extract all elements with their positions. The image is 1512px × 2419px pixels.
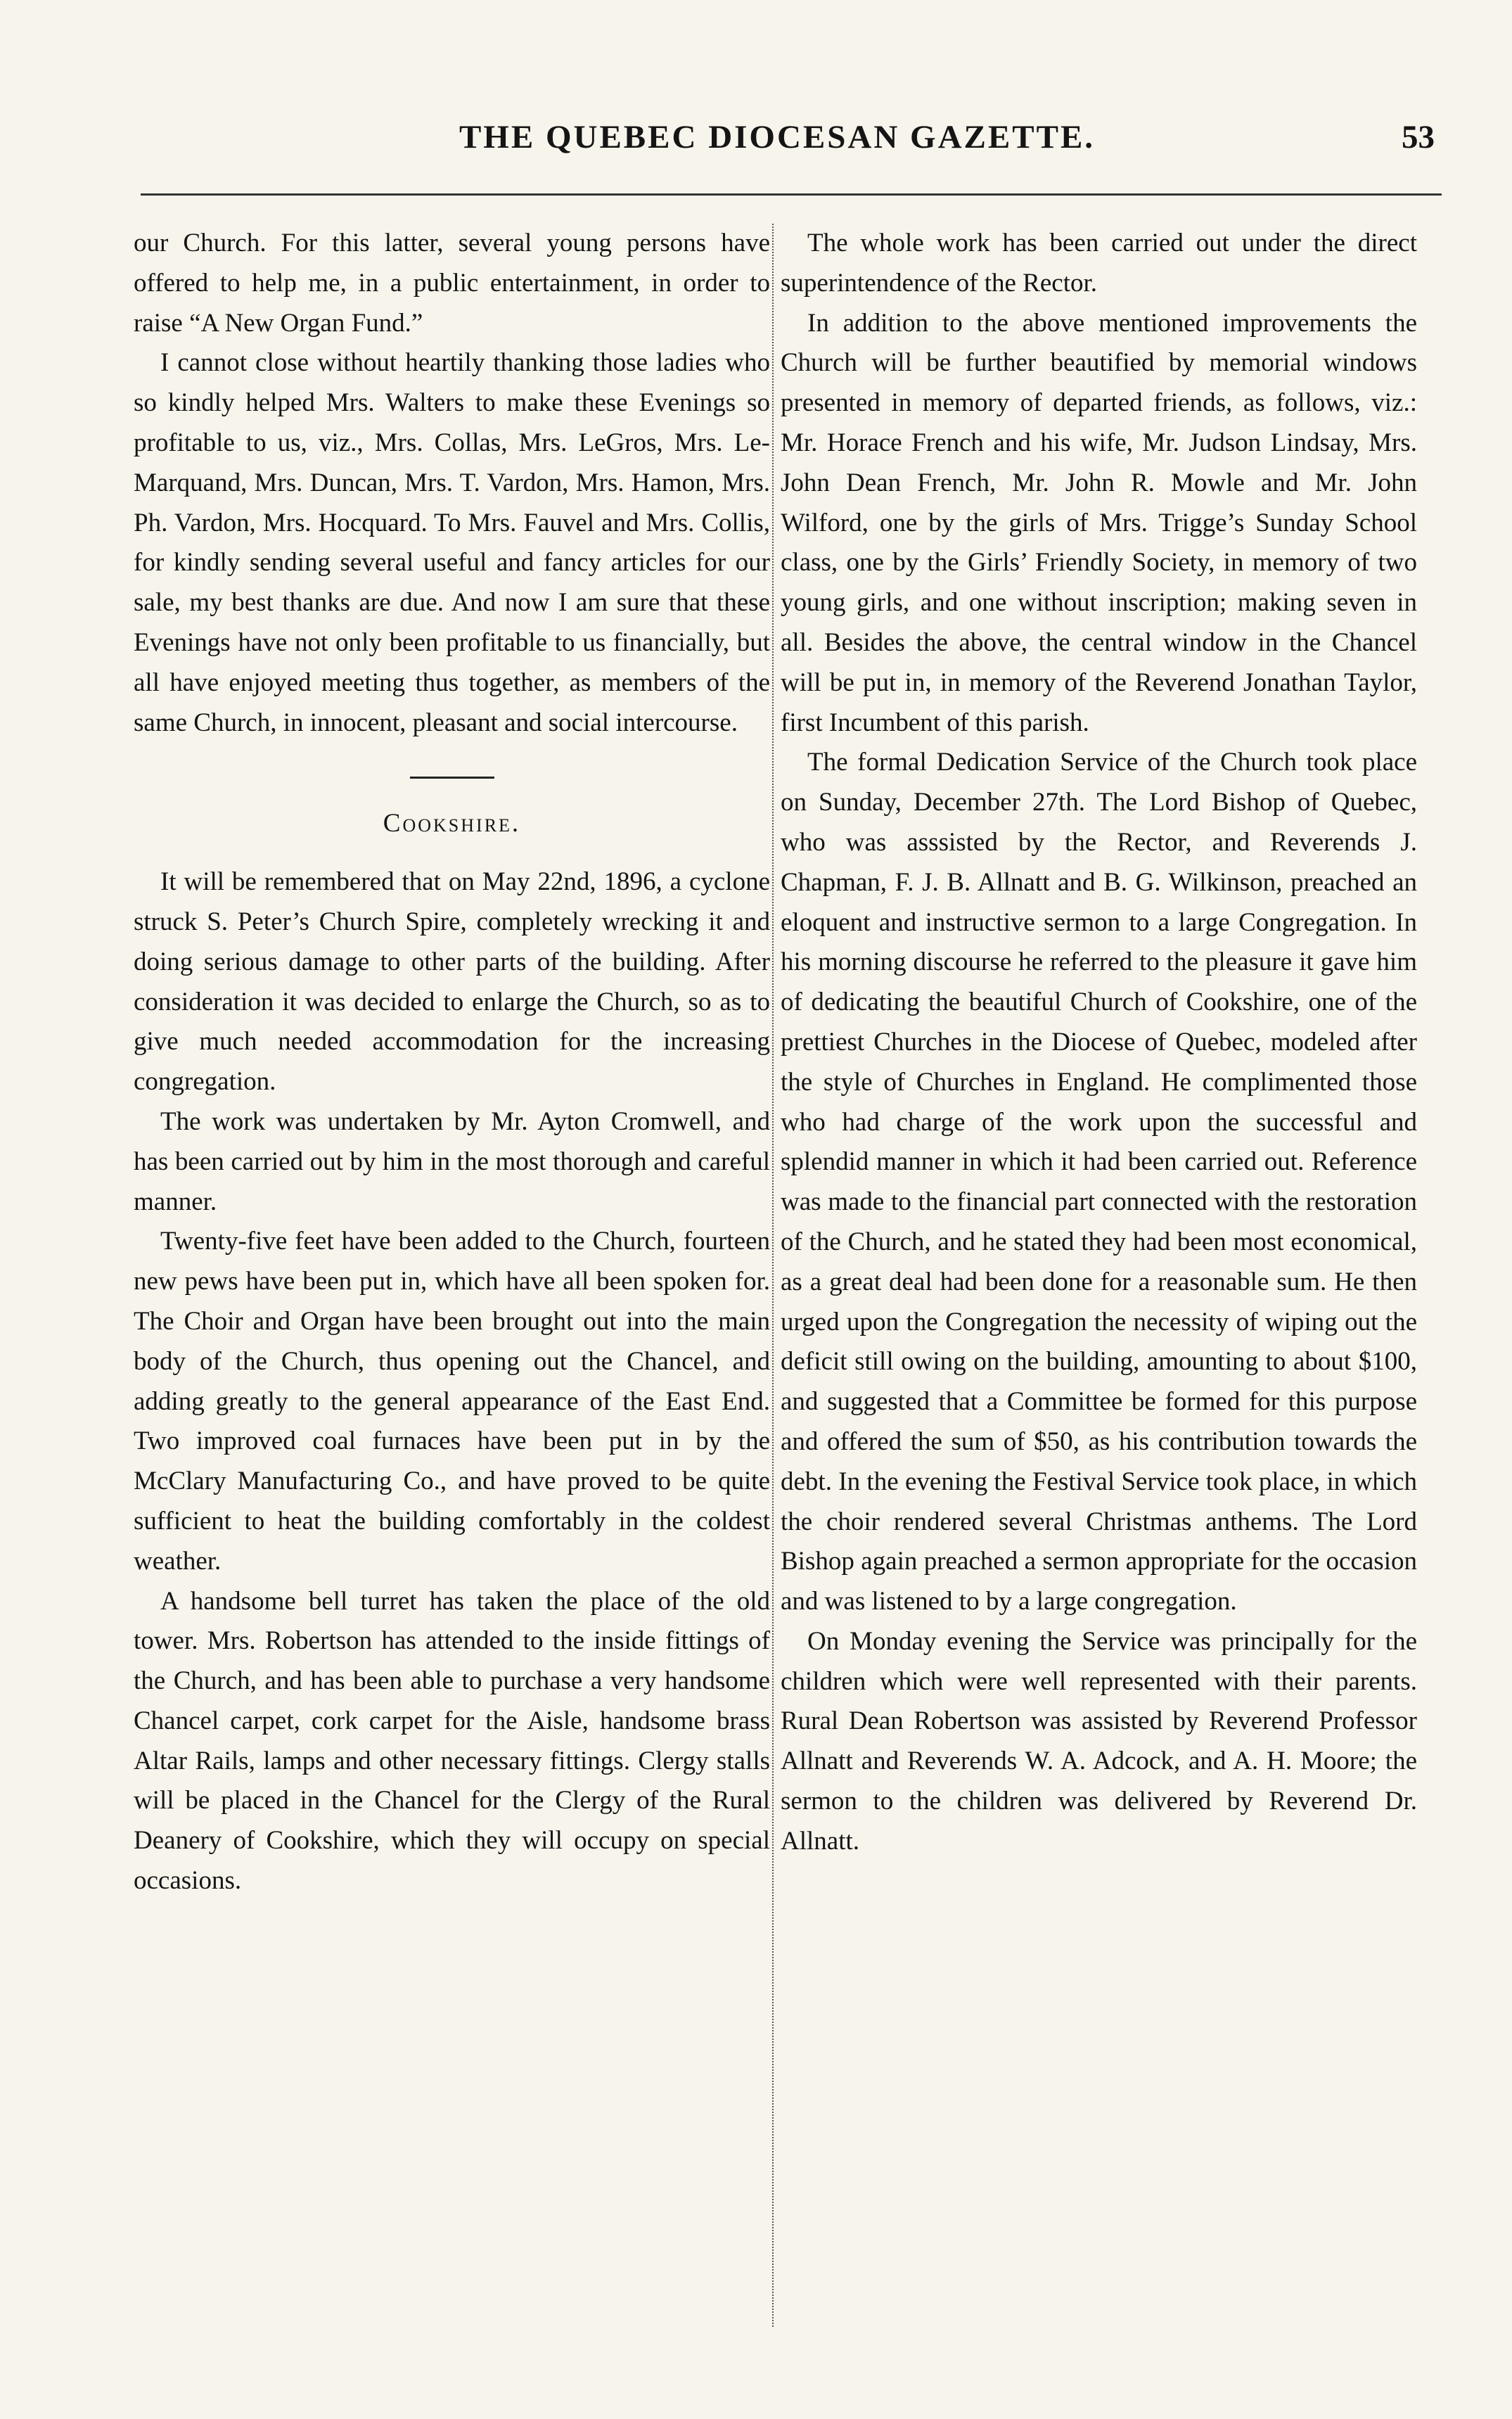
left-paragraph-2: I cannot close without heartily thanking those ladies who so kindly helped Mrs. Walters to make these Evenings so profitable to us, viz., Mrs. Collas, Mrs. LeGros, Mrs. Le-Marquand, Mrs. Duncan, Mrs. T. Vardon, Mrs. Hamon, Mrs. Ph. Vardon, Mrs. Hocquard. To Mrs. Fauvel and Mrs. Collis, for kindly sending several useful and fancy articles for our sale, my best thanks are due. And now I am sure that these Evenings have not only been profitable to us financially, but all have enjoyed meeting thus together, as members of the same Church, in innocent, pleasant and social intercourse. — [134, 348, 770, 737]
running-title: THE QUEBEC DIOCESAN GAZETTE. — [459, 119, 1096, 155]
right-paragraph-2: In addition to the above mentioned improvements the Church will be further beautified by memorial windows presented in memory of departed friends, as follows, viz.: Mr. Horace French and his wife, Mr. Judson Lindsay, Mrs. John Dean French, Mr. John R. Mowle and Mr. John Wilford, one by the girls of Mrs. Trigge’s Sunday School class, one by the Girls’ Friendly Society, in memory of two young girls, and one without inscription; making seven in all. Besides the above, the central window in the Chancel will be put in, in memory of the Reverend Jonathan Taylor, first Incumbent of this parish. — [781, 308, 1417, 737]
section-heading: Cookshire. — [383, 809, 521, 838]
right-column — [781, 224, 1417, 1862]
column-divider — [772, 224, 774, 2327]
right-paragraph-1: The whole work has been carried out under the direct superintendence of the Rector. — [781, 229, 1417, 298]
left-paragraph-1: our Church. For this latter, several young persons have offered to help me, in a public entertainment, in order to raise “A New Organ Fund.” — [134, 229, 770, 338]
section-divider — [410, 777, 494, 779]
right-paragraph-3: The formal Dedication Service of the Church took place on Sunday, December 27th. The Lord Bishop of Quebec, who was asssisted by the Rector, and Reverends J. Chapman, F. J. B. Allnatt and B. G. Wilkinson, preached an eloquent and instructive sermon to a large Congregation. In his morning discourse he referred to the pleasure it gave him of dedicating the beautiful Church of Cookshire, one of the prettiest Churches in the Diocese of Quebec, modeled after the style of Churches in England. He complimented those who had charge of the work upon the successful and splendid manner in which it had been carried out. Reference was made to the financial part connected with the restoration of the Church, and he stated they had been most economical, as a great deal had been done for a reasonable sum. He then urged upon the Congregation the necessity of wiping out the deficit still owing on the building, amounting to about $100, and suggested that a Committee be formed for this purpose and offered the sum of $50, as his contribution towards the debt. In the evening the Festival Service took place, in which the choir rendered several Christmas anthems. The Lord Bishop again preached a sermon appropriate for the occasion and was listened to by a large congregation. — [781, 748, 1417, 1616]
right-paragraph-4: On Monday evening the Service was principally for the children which were well represented with their parents. Rural Dean Robertson was assisted by Reverend Professor Allnatt and Reverends W. A. Adcock, and A. H. Moore; the sermon to the children was delivered by Reverend Dr. Allnatt. — [781, 1626, 1417, 1856]
left-section-paragraph-2: The work was undertaken by Mr. Ayton Cromwell, and has been carried out by him in the most thorough and careful manner. — [134, 1106, 770, 1216]
running-head — [113, 118, 1442, 167]
page-number: 53 — [1402, 119, 1435, 155]
header-rule — [141, 193, 1442, 196]
left-section-paragraph-3: Twenty-five feet have been added to the Church, fourteen new pews have been put in, which have all been spoken for. The Choir and Organ have been brought out into the main body of the Church, thus opening out the Chancel, and adding greatly to the general appearance of the East End. Two improved coal furnaces have been put in by the McClary Manufacturing Co., and have proved to be quite sufficient to heat the building comfortably in the coldest weather. — [134, 1227, 770, 1576]
left-section-paragraph-4: A handsome bell turret has taken the place of the old tower. Mrs. Robertson has attended to the inside fittings of the Church, and has been able to purchase a very handsome Chancel carpet, cork carpet for the Aisle, handsome brass Altar Rails, lamps and other necessary fittings. Clergy stalls will be placed in the Chancel for the Clergy of the Rural Deanery of Cookshire, which they will occupy on special occasions. — [134, 1586, 770, 1896]
left-column — [134, 224, 770, 1901]
left-section-paragraph-1: It will be remembered that on May 22nd, 1896, a cyclone struck S. Peter’s Church Spire, completely wrecking it and doing serious damage to other parts of the building. After consideration it was decided to enlarge the Church, so as to give much needed accommodation for the increasing congregation. — [134, 867, 770, 1097]
